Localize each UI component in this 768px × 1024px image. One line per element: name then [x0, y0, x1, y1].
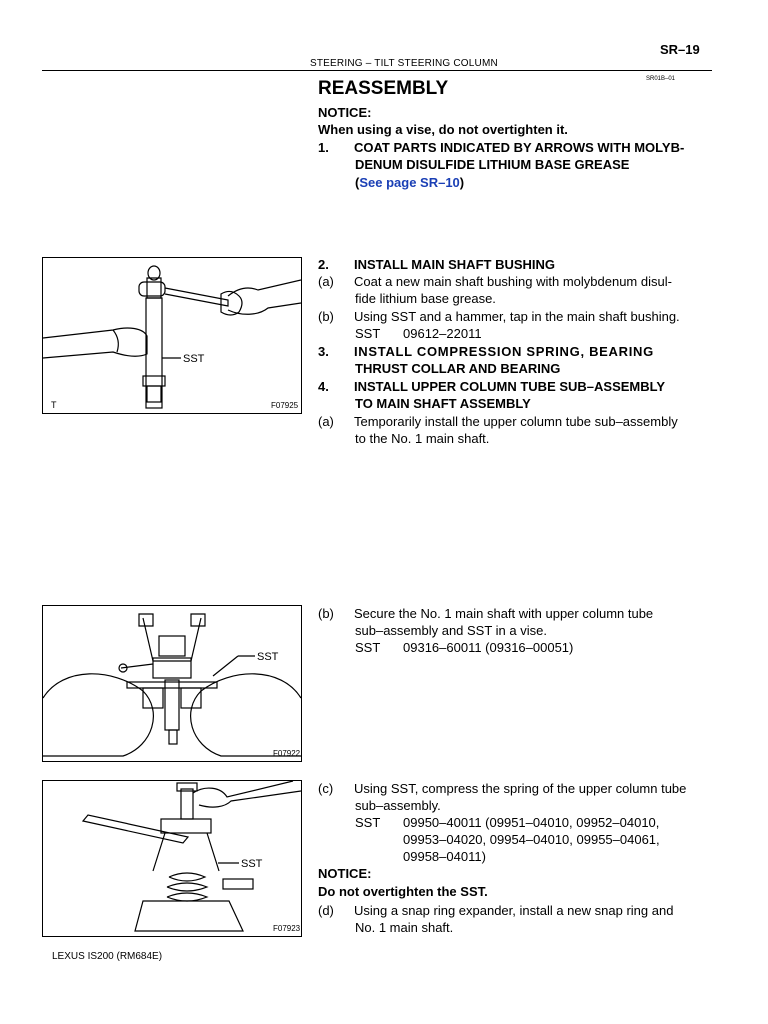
sst-value-line1: 09950–40011 (09951–04010, 09952–04010,: [403, 815, 660, 830]
step-4a-label: (a): [318, 414, 334, 429]
step-2-title: INSTALL MAIN SHAFT BUSHING: [354, 257, 556, 272]
document-code: SR01B–01: [646, 76, 676, 82]
figure-vise: [42, 605, 302, 762]
fig1-corner-mark: T: [51, 400, 57, 410]
step-1-number: 1.: [318, 140, 329, 155]
hammer-bushing-illustration: [43, 258, 301, 413]
step-2: [318, 256, 555, 273]
step-4d: [318, 902, 673, 919]
step-3-number: 3.: [318, 344, 329, 359]
step-4d-line1: Using a snap ring expander, install a new snap ring and: [354, 903, 674, 918]
step-4d-label: (d): [318, 903, 334, 918]
header-rule: [42, 70, 712, 71]
see-close: ): [459, 175, 465, 190]
sst-value: 09316–60011 (09316–00051): [403, 640, 574, 655]
figure-compress-spring: [42, 780, 302, 937]
page-number: SR–19: [660, 42, 700, 57]
step-4a: [318, 413, 678, 430]
step-4b: [318, 605, 653, 622]
page-title: REASSEMBLY: [318, 78, 449, 99]
step-4c-sst: [355, 814, 659, 831]
step-4-number: 4.: [318, 379, 329, 394]
step-4b-line2: sub–assembly and SST in a vise.: [355, 623, 547, 638]
sst-label: SST: [355, 815, 381, 830]
sst-label: SST: [355, 326, 381, 341]
step-2b: [318, 308, 680, 325]
step-4b-sst: [355, 639, 573, 656]
fig3-sst-label: SST: [241, 858, 263, 870]
sst-label: SST: [355, 640, 381, 655]
sst-value-line3: 09958–04011): [403, 849, 486, 864]
step-3-line1: INSTALL COMPRESSION SPRING, BEARING: [354, 344, 654, 359]
sst-value-line2: 09953–04020, 09954–04010, 09955–04061,: [403, 832, 660, 847]
notice-label: NOTICE:: [318, 105, 372, 120]
step-4c: [318, 780, 686, 797]
notice-text: When using a vise, do not overtighten it.: [318, 122, 568, 137]
sst-value: 09612–22011: [403, 326, 482, 341]
step-4a-line1: Temporarily install the upper column tube sub–assembly: [354, 414, 678, 429]
step-2a-line1: Coat a new main shaft bushing with molybdenum disul-: [354, 274, 672, 289]
step-4-line1: INSTALL UPPER COLUMN TUBE SUB–ASSEMBLY: [354, 379, 666, 394]
step-4-line2: TO MAIN SHAFT ASSEMBLY: [355, 396, 531, 411]
step-3-line2: THRUST COLLAR AND BEARING: [355, 361, 561, 376]
step-2b-sst: [355, 325, 482, 342]
fig2-id: F07922: [273, 749, 301, 758]
step-1-line1: COAT PARTS INDICATED BY ARROWS WITH MOLYB-: [354, 140, 685, 155]
step-2a-label: (a): [318, 274, 334, 289]
see-open: (: [355, 175, 360, 190]
step-4a-line2: to the No. 1 main shaft.: [355, 431, 490, 446]
vise-illustration: [43, 606, 301, 761]
step-4c-line2: sub–assembly.: [355, 798, 441, 813]
step-4c-label: (c): [318, 781, 334, 796]
fig1-sst-label: SST: [183, 353, 205, 365]
step-4c-line1: Using SST, compress the spring of the upper column tube: [354, 781, 687, 796]
step-2b-label: (b): [318, 309, 334, 324]
compress-spring-illustration: [43, 781, 301, 936]
step-4d-line2: No. 1 main shaft.: [355, 920, 454, 935]
step-2a: [318, 273, 672, 290]
step-2-number: 2.: [318, 257, 329, 272]
step-4b-line1: Secure the No. 1 main shaft with upper column tube: [354, 606, 654, 621]
fig3-id: F07923: [273, 924, 301, 933]
fig2-sst-label: SST: [257, 651, 279, 663]
notice-2-text: Do not overtighten the SST.: [318, 884, 488, 899]
step-1-see-page: [355, 174, 464, 191]
notice-2-label: NOTICE:: [318, 866, 372, 881]
step-1: [318, 139, 684, 156]
step-2a-line2: fide lithium base grease.: [355, 291, 496, 306]
section-title: STEERING – TILT STEERING COLUMN: [310, 58, 498, 69]
step-4: [318, 378, 665, 395]
fig1-id: F07925: [271, 401, 299, 410]
see-page-link[interactable]: See page SR–10: [359, 175, 460, 190]
step-3: [318, 343, 654, 360]
step-4b-label: (b): [318, 606, 334, 621]
step-1-line2: DENUM DISULFIDE LITHIUM BASE GREASE: [355, 157, 630, 172]
footer: LEXUS IS200 (RM684E): [52, 951, 163, 962]
figure-hammer-bushing: [42, 257, 302, 414]
step-2b-line1: Using SST and a hammer, tap in the main shaft bushing.: [354, 309, 680, 324]
